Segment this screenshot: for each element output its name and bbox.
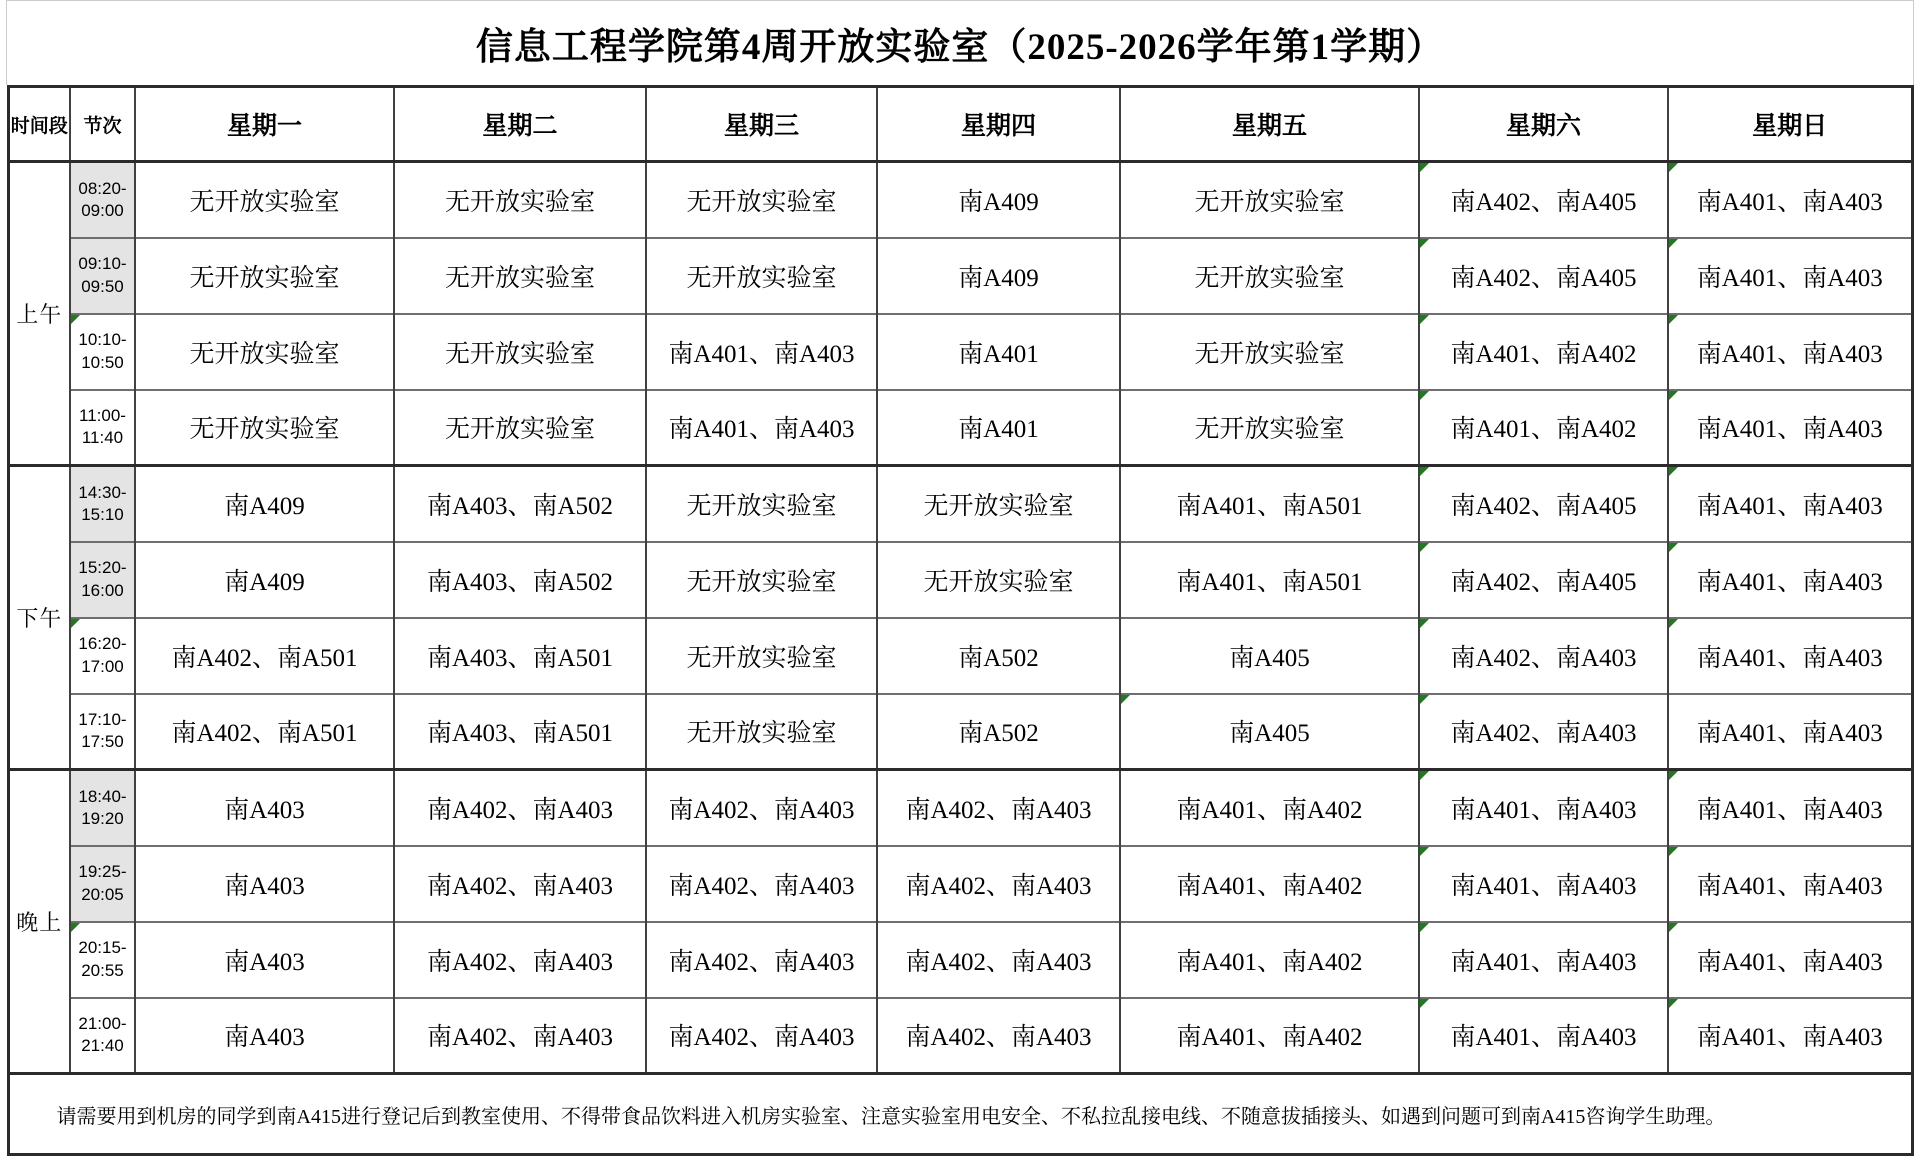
room-cell	[1419, 466, 1668, 542]
table-row	[8, 162, 1912, 238]
room-cell	[646, 390, 877, 466]
room-cell-text: 南A403、南A501	[426, 644, 614, 672]
room-cell	[877, 390, 1120, 466]
room-cell	[877, 770, 1120, 846]
room-cell	[1419, 238, 1668, 314]
room-cell-text: 南A402、南A403	[905, 1024, 1092, 1052]
room-cell	[1120, 466, 1419, 542]
comment-marker-icon	[1420, 847, 1429, 856]
comment-marker-icon	[1669, 467, 1678, 476]
room-cell	[1419, 998, 1668, 1074]
room-cell-text: 无开放实验室	[189, 416, 340, 444]
room-cell	[1668, 162, 1912, 238]
room-cell-text: 南A401、南A403	[1696, 264, 1883, 292]
room-cell-text: 南A401、南A402	[1450, 340, 1637, 368]
room-cell	[1668, 998, 1912, 1074]
section-label: 下午	[8, 466, 70, 770]
room-cell-text: 南A401、南A403	[1696, 492, 1883, 520]
room-cell-text: 无开放实验室	[686, 492, 837, 520]
room-cell-text: 南A403	[224, 1024, 305, 1052]
room-cell	[394, 618, 646, 694]
table-row	[8, 618, 1912, 694]
room-cell-text: 无开放实验室	[189, 188, 340, 216]
time-start: 10:10-	[78, 330, 127, 350]
room-cell-text: 无开放实验室	[1194, 264, 1345, 292]
time-end: 09:00	[81, 200, 124, 220]
room-cell-text: 无开放实验室	[686, 644, 837, 672]
room-cell	[1419, 390, 1668, 466]
room-cell-text: 南A401、南A403	[1696, 720, 1883, 748]
room-cell	[135, 466, 394, 542]
room-cell-text: 南A402、南A403	[426, 796, 614, 824]
room-cell	[1120, 542, 1419, 618]
room-cell-text: 南A402、南A501	[171, 720, 358, 748]
header-thursday: 星期四	[877, 87, 1120, 162]
room-cell-text: 南A402、南A403	[426, 948, 614, 976]
time-end: 17:00	[81, 656, 124, 676]
room-cell	[135, 390, 394, 466]
time-slot-cell	[70, 466, 135, 542]
room-cell	[394, 542, 646, 618]
time-slot-cell	[70, 846, 135, 922]
room-cell	[1668, 466, 1912, 542]
room-cell	[1668, 542, 1912, 618]
footer-note: 请需要用到机房的同学到南A415进行登记后到教室使用、不得带食品饮料进入机房实验室、注意实验室用电安全、不私拉乱接电线、不随意拔插接头、如遇到问题可到南A415咨询学生助理。	[8, 1074, 1912, 1155]
room-cell	[394, 390, 646, 466]
time-slot-cell	[70, 162, 135, 238]
table-row	[8, 998, 1912, 1074]
room-cell-text: 南A401、南A403	[1696, 948, 1883, 976]
table-row	[8, 922, 1912, 998]
section-label: 晚上	[8, 770, 70, 1074]
room-cell-text: 南A402、南A403	[668, 796, 855, 824]
comment-marker-icon	[1669, 771, 1678, 780]
comment-marker-icon	[1420, 163, 1429, 172]
room-cell-text: 无开放实验室	[686, 188, 837, 216]
room-cell-text: 无开放实验室	[923, 492, 1074, 520]
room-cell-text: 南A402、南A403	[1450, 720, 1637, 748]
room-cell	[877, 238, 1120, 314]
room-cell	[394, 238, 646, 314]
room-cell	[135, 542, 394, 618]
room-cell-text: 南A401、南A403	[1450, 796, 1637, 824]
header-time-period: 时间段	[8, 87, 70, 162]
room-cell	[877, 314, 1120, 390]
table-row	[8, 466, 1912, 542]
comment-marker-icon	[1669, 315, 1678, 324]
comment-marker-icon	[1669, 923, 1678, 932]
room-cell-text: 南A402、南A405	[1450, 568, 1637, 596]
header-row	[8, 87, 1912, 162]
table-row	[8, 770, 1912, 846]
room-cell-text: 南A402、南A405	[1450, 492, 1637, 520]
table-row	[8, 542, 1912, 618]
room-cell	[1419, 922, 1668, 998]
comment-marker-icon	[1420, 999, 1429, 1008]
room-cell	[1120, 846, 1419, 922]
room-cell-text: 南A403	[224, 872, 305, 900]
room-cell	[1419, 542, 1668, 618]
room-cell	[1120, 998, 1419, 1074]
room-cell-text: 南A405	[1229, 644, 1310, 672]
room-cell-text: 南A402、南A403	[426, 1024, 614, 1052]
room-cell-text: 南A401、南A403	[1696, 188, 1883, 216]
room-cell-text: 南A401、南A403	[1696, 340, 1883, 368]
time-slot-cell	[70, 770, 135, 846]
time-slot-cell	[70, 998, 135, 1074]
time-end: 19:20	[81, 808, 124, 828]
comment-marker-icon	[1669, 999, 1678, 1008]
room-cell	[394, 998, 646, 1074]
comment-marker-icon	[1669, 847, 1678, 856]
table-row	[8, 238, 1912, 314]
room-cell	[394, 694, 646, 770]
time-slot-cell	[70, 238, 135, 314]
room-cell-text: 南A401、南A403	[1696, 416, 1883, 444]
room-cell-text: 南A409	[958, 264, 1039, 292]
room-cell	[1120, 162, 1419, 238]
comment-marker-icon	[71, 923, 80, 932]
header-monday: 星期一	[135, 87, 394, 162]
room-cell	[646, 542, 877, 618]
room-cell	[646, 770, 877, 846]
header-tuesday: 星期二	[394, 87, 646, 162]
room-cell-text: 南A401、南A402	[1176, 796, 1363, 824]
room-cell-text: 南A405	[1229, 720, 1310, 748]
room-cell-text: 南A403	[224, 948, 305, 976]
time-slot-cell	[70, 542, 135, 618]
comment-marker-icon	[71, 619, 80, 628]
room-cell-text: 无开放实验室	[444, 416, 595, 444]
room-cell-text: 南A402、南A403	[905, 872, 1092, 900]
room-cell-text: 无开放实验室	[1194, 416, 1345, 444]
comment-marker-icon	[1420, 695, 1429, 704]
time-start: 15:20-	[78, 558, 127, 578]
room-cell	[1120, 238, 1419, 314]
room-cell-text: 南A401、南A501	[1176, 492, 1363, 520]
comment-marker-icon	[1420, 315, 1429, 324]
room-cell-text: 南A401、南A403	[1696, 872, 1883, 900]
room-cell-text: 南A403、南A502	[426, 568, 614, 596]
room-cell	[877, 466, 1120, 542]
header-sunday: 星期日	[1668, 87, 1912, 162]
room-cell-text: 南A401、南A501	[1176, 568, 1363, 596]
time-end: 20:55	[81, 960, 124, 980]
room-cell-text: 南A401、南A402	[1176, 872, 1363, 900]
comment-marker-icon	[1669, 239, 1678, 248]
time-end: 16:00	[81, 580, 124, 600]
room-cell	[1419, 846, 1668, 922]
comment-marker-icon	[1669, 163, 1678, 172]
time-end: 15:10	[81, 504, 124, 524]
room-cell	[646, 618, 877, 694]
open-lab-timetable	[7, 85, 1914, 1156]
room-cell-text: 南A402、南A501	[171, 644, 358, 672]
table-row	[8, 846, 1912, 922]
room-cell-text: 南A402、南A403	[905, 948, 1092, 976]
room-cell-text: 南A402、南A405	[1450, 264, 1637, 292]
room-cell-text: 南A401、南A403	[1450, 872, 1637, 900]
room-cell	[135, 314, 394, 390]
room-cell	[646, 846, 877, 922]
time-slot-cell	[70, 694, 135, 770]
time-end: 17:50	[81, 732, 124, 752]
table-row	[8, 314, 1912, 390]
room-cell-text: 南A401、南A403	[1696, 644, 1883, 672]
room-cell-text: 南A502	[958, 720, 1039, 748]
room-cell	[1120, 314, 1419, 390]
section-label: 上午	[8, 162, 70, 466]
room-cell	[1120, 922, 1419, 998]
comment-marker-icon	[1669, 619, 1678, 628]
room-cell-text: 无开放实验室	[444, 340, 595, 368]
page-title: 信息工程学院第4周开放实验室（2025-2026学年第1学期）	[6, 0, 1914, 85]
comment-marker-icon	[1420, 239, 1429, 248]
room-cell	[646, 998, 877, 1074]
room-cell	[394, 922, 646, 998]
room-cell-text: 南A402、南A403	[905, 796, 1092, 824]
time-start: 20:15-	[78, 938, 127, 958]
room-cell	[394, 846, 646, 922]
time-start: 09:10-	[78, 254, 127, 274]
room-cell	[646, 694, 877, 770]
room-cell	[1668, 694, 1912, 770]
comment-marker-icon	[1420, 771, 1429, 780]
room-cell-text: 南A409	[224, 492, 305, 520]
room-cell-text: 南A402、南A403	[1450, 644, 1637, 672]
time-slot-cell	[70, 314, 135, 390]
room-cell-text: 无开放实验室	[444, 188, 595, 216]
room-cell	[646, 466, 877, 542]
comment-marker-icon	[1420, 619, 1429, 628]
room-cell	[1419, 314, 1668, 390]
room-cell	[135, 846, 394, 922]
room-cell	[1120, 618, 1419, 694]
room-cell	[877, 162, 1120, 238]
room-cell-text: 南A402、南A403	[668, 872, 855, 900]
room-cell	[394, 466, 646, 542]
room-cell	[394, 162, 646, 238]
room-cell-text: 无开放实验室	[444, 264, 595, 292]
room-cell-text: 南A401、南A402	[1176, 948, 1363, 976]
room-cell-text: 南A401、南A403	[668, 416, 855, 444]
room-cell	[646, 238, 877, 314]
time-end: 20:05	[81, 884, 124, 904]
room-cell	[135, 770, 394, 846]
room-cell-text: 南A402、南A405	[1450, 188, 1637, 216]
room-cell	[877, 542, 1120, 618]
room-cell	[877, 694, 1120, 770]
time-end: 09:50	[81, 276, 124, 296]
room-cell-text: 无开放实验室	[686, 568, 837, 596]
room-cell-text: 南A402、南A403	[426, 872, 614, 900]
room-cell	[1120, 694, 1419, 770]
comment-marker-icon	[1420, 923, 1429, 932]
room-cell	[135, 238, 394, 314]
room-cell-text: 无开放实验室	[686, 720, 837, 748]
time-start: 18:40-	[78, 786, 127, 806]
room-cell	[135, 922, 394, 998]
room-cell	[646, 922, 877, 998]
time-start: 21:00-	[78, 1014, 127, 1034]
time-start: 16:20-	[78, 634, 127, 654]
room-cell	[877, 618, 1120, 694]
room-cell-text: 南A401、南A402	[1450, 416, 1637, 444]
time-slot-cell	[70, 618, 135, 694]
room-cell-text: 南A402、南A403	[668, 948, 855, 976]
room-cell	[877, 998, 1120, 1074]
room-cell	[1668, 846, 1912, 922]
comment-marker-icon	[71, 315, 80, 324]
room-cell-text: 南A401	[958, 340, 1039, 368]
room-cell-text: 南A401、南A403	[1450, 1024, 1637, 1052]
room-cell	[1120, 770, 1419, 846]
time-end: 10:50	[81, 352, 124, 372]
room-cell	[1668, 770, 1912, 846]
room-cell-text: 南A401、南A403	[1696, 1024, 1883, 1052]
room-cell-text: 无开放实验室	[923, 568, 1074, 596]
room-cell	[646, 314, 877, 390]
time-end: 11:40	[81, 428, 124, 448]
room-cell	[646, 162, 877, 238]
room-cell	[877, 846, 1120, 922]
room-cell-text: 无开放实验室	[189, 264, 340, 292]
room-cell	[1120, 390, 1419, 466]
comment-marker-icon	[1420, 391, 1429, 400]
room-cell	[1668, 922, 1912, 998]
comment-marker-icon	[1420, 467, 1429, 476]
header-friday: 星期五	[1120, 87, 1419, 162]
room-cell	[1419, 162, 1668, 238]
comment-marker-icon	[1121, 695, 1130, 704]
time-start: 19:25-	[78, 862, 127, 882]
comment-marker-icon	[1669, 543, 1678, 552]
room-cell	[394, 770, 646, 846]
room-cell	[135, 694, 394, 770]
time-start: 11:00-	[79, 406, 126, 426]
room-cell-text: 南A401、南A403	[1696, 796, 1883, 824]
footer-row	[8, 1074, 1912, 1155]
room-cell-text: 南A401、南A402	[1176, 1024, 1363, 1052]
table-row	[8, 694, 1912, 770]
room-cell-text: 无开放实验室	[1194, 340, 1345, 368]
room-cell	[135, 618, 394, 694]
room-cell	[394, 314, 646, 390]
room-cell-text: 南A403、南A501	[426, 720, 614, 748]
room-cell-text: 南A401	[958, 416, 1039, 444]
time-start: 14:30-	[78, 482, 127, 502]
room-cell	[877, 922, 1120, 998]
table-row	[8, 390, 1912, 466]
header-session: 节次	[70, 87, 135, 162]
time-slot-cell	[70, 390, 135, 466]
room-cell-text: 南A403、南A502	[426, 492, 614, 520]
room-cell-text: 南A402、南A403	[668, 1024, 855, 1052]
room-cell	[1668, 390, 1912, 466]
comment-marker-icon	[1669, 391, 1678, 400]
header-saturday: 星期六	[1419, 87, 1668, 162]
comment-marker-icon	[1420, 543, 1429, 552]
time-start: 17:10-	[78, 710, 127, 730]
room-cell	[135, 998, 394, 1074]
room-cell-text: 无开放实验室	[686, 264, 837, 292]
room-cell	[1419, 618, 1668, 694]
room-cell-text: 南A403	[224, 796, 305, 824]
time-slot-cell	[70, 922, 135, 998]
time-start: 08:20-	[78, 178, 127, 198]
room-cell	[1668, 238, 1912, 314]
time-end: 21:40	[81, 1036, 124, 1056]
room-cell-text: 无开放实验室	[1194, 188, 1345, 216]
room-cell-text: 南A409	[224, 568, 305, 596]
room-cell-text: 南A401、南A403	[1696, 568, 1883, 596]
room-cell-text: 南A502	[958, 644, 1039, 672]
room-cell-text: 南A401、南A403	[1450, 948, 1637, 976]
room-cell-text: 南A401、南A403	[668, 340, 855, 368]
room-cell	[1668, 618, 1912, 694]
room-cell-text: 无开放实验室	[189, 340, 340, 368]
room-cell	[1419, 770, 1668, 846]
room-cell	[1668, 314, 1912, 390]
room-cell	[1419, 694, 1668, 770]
room-cell	[135, 162, 394, 238]
room-cell-text: 南A409	[958, 188, 1039, 216]
header-wednesday: 星期三	[646, 87, 877, 162]
